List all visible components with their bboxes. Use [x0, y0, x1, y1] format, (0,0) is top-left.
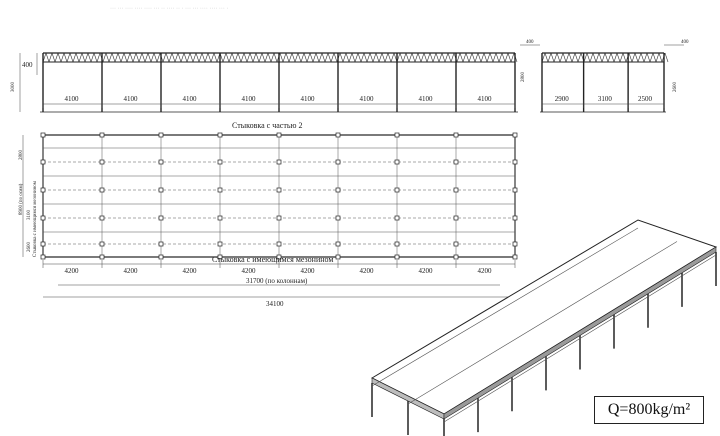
elevation-side-truss-member — [578, 53, 581, 62]
elevation-main-truss-member — [163, 53, 166, 62]
elevation-main-truss-member — [292, 53, 295, 62]
elevation-main-truss-member — [271, 53, 274, 62]
elevation-main-truss-member — [82, 53, 85, 62]
elevation-main-truss-member — [244, 53, 247, 62]
elevation-main-truss-member — [508, 53, 511, 62]
plan-column — [454, 242, 458, 246]
elevation-main-truss-member — [256, 53, 259, 62]
elevation-main-truss-member — [238, 53, 241, 62]
elevation-main-truss-member — [481, 53, 484, 62]
plan-bay-label: 4200 — [182, 267, 197, 275]
plan-column — [454, 188, 458, 192]
elevation-main-truss-member — [358, 53, 361, 62]
elevation-main-truss-member — [235, 53, 238, 62]
elevation-side — [520, 40, 689, 112]
elevation-main-truss-member — [469, 53, 472, 62]
plan-column — [395, 216, 399, 220]
elevation-side-truss-member — [602, 53, 605, 62]
elevation-main-truss-member — [328, 53, 331, 62]
elevation-main-bay-label: 4100 — [182, 95, 197, 103]
plan-column — [41, 255, 45, 259]
plan-column — [336, 255, 340, 259]
elevation-main-truss-member — [199, 53, 202, 62]
plan-column — [41, 160, 45, 164]
elevation-main-truss-member — [70, 53, 73, 62]
elevation-main-truss-member — [250, 53, 253, 62]
plan-column — [100, 242, 104, 246]
elevation-side-top-label-left: 400 — [526, 40, 534, 45]
plan-column — [159, 133, 163, 137]
plan-column — [159, 242, 163, 246]
elevation-main-truss-member — [115, 53, 118, 62]
plan-overall-total: 34100 — [266, 300, 284, 308]
elevation-main-truss-member — [472, 53, 475, 62]
elevation-main-truss-member — [316, 53, 319, 62]
elevation-main-truss-member — [253, 53, 256, 62]
elevation-main-truss-member — [106, 53, 109, 62]
elevation-main-truss-member — [187, 53, 190, 62]
elevation-side-truss-member — [593, 53, 596, 62]
elevation-main-truss-member — [73, 53, 76, 62]
elevation-side-truss-member — [590, 53, 593, 62]
elevation-main-bay-label: 4100 — [477, 95, 492, 103]
plan-left-side-label: Стыковка с имеющимся мезонином — [33, 181, 38, 257]
plan-bay-label: 4200 — [64, 267, 79, 275]
plan-column — [159, 255, 163, 259]
plan-view — [19, 121, 517, 308]
plan-column — [159, 160, 163, 164]
elevation-main-truss-member — [298, 53, 301, 62]
elevation-side-truss-member — [560, 53, 563, 62]
elevation-main-truss-member — [301, 53, 304, 62]
plan-column — [454, 133, 458, 137]
elevation-main-truss-member — [133, 53, 136, 62]
elevation-main-truss-member — [178, 53, 181, 62]
elevation-main-truss-member — [421, 53, 424, 62]
elevation-side-truss-member — [599, 53, 602, 62]
elevation-main-truss-member — [484, 53, 487, 62]
elevation-side-truss-member — [638, 53, 641, 62]
elevation-main-truss-member — [157, 53, 160, 62]
elevation-main-truss-member — [52, 53, 55, 62]
elevation-main-truss-member — [232, 53, 235, 62]
elevation-main-truss-member — [175, 53, 178, 62]
elevation-main-height-side: 3000 — [11, 82, 16, 92]
elevation-main-truss-member — [49, 53, 52, 62]
elevation-main-truss-member — [478, 53, 481, 62]
plan-column — [395, 188, 399, 192]
plan-row-label-3: 2600 — [27, 242, 32, 252]
elevation-main-truss-member — [493, 53, 496, 62]
elevation-side-truss-member — [632, 53, 635, 62]
elevation-main-truss-member — [313, 53, 316, 62]
elevation-main-truss-member — [280, 53, 283, 62]
elevation-main-truss-member — [190, 53, 193, 62]
plan-bay-label: 4200 — [241, 267, 256, 275]
elevation-main-truss-member — [322, 53, 325, 62]
elevation-main-truss-member — [268, 53, 271, 62]
elevation-main-bay-label: 4100 — [241, 95, 256, 103]
elevation-main-truss-member — [109, 53, 112, 62]
plan-column — [277, 242, 281, 246]
elevation-main-truss-member — [304, 53, 307, 62]
elevation-main-truss-member — [58, 53, 61, 62]
elevation-main-truss-member — [409, 53, 412, 62]
elevation-main-truss-member — [79, 53, 82, 62]
elevation-side-top-label: 400 — [681, 40, 689, 45]
plan-column — [41, 133, 45, 137]
plan-column — [513, 160, 517, 164]
elevation-main-truss-member — [247, 53, 250, 62]
elevation-main-truss-member — [451, 53, 454, 62]
elevation-main-height-right: 2800 — [521, 72, 526, 82]
elevation-main-truss-member — [346, 53, 349, 62]
plan-column — [513, 188, 517, 192]
elevation-main-truss-member — [262, 53, 265, 62]
elevation-side-truss-member — [584, 53, 587, 62]
plan-column — [100, 133, 104, 137]
elevation-main-truss-member — [340, 53, 343, 62]
elevation-main-truss-member — [151, 53, 154, 62]
elevation-main-truss-member — [208, 53, 211, 62]
elevation-main-truss-member — [430, 53, 433, 62]
elevation-side-truss-member — [605, 53, 608, 62]
plan-row-label-2: 3100 — [27, 210, 32, 220]
elevation-side-truss-member — [554, 53, 557, 62]
elevation-main-truss-member — [136, 53, 139, 62]
elevation-main-truss-member — [241, 53, 244, 62]
elevation-side-truss-member — [653, 53, 656, 62]
elevation-main-truss-member — [376, 53, 379, 62]
elevation-side-truss-member — [569, 53, 572, 62]
elevation-main-truss-member — [460, 53, 463, 62]
plan-column — [100, 160, 104, 164]
elevation-main-bay-label: 4100 — [123, 95, 138, 103]
elevation-main-truss-member — [505, 53, 508, 62]
plan-column — [41, 216, 45, 220]
elevation-side-truss-member — [596, 53, 599, 62]
elevation-main-bay-label: 4100 — [418, 95, 433, 103]
elevation-main-truss-member — [364, 53, 367, 62]
elevation-side-truss-member — [659, 53, 662, 62]
elevation-side-truss-member — [620, 53, 623, 62]
plan-column — [336, 188, 340, 192]
plan-overall-axis: 31700 (по колоннам) — [246, 277, 308, 285]
plan-row-label-1: 8900 (по осям) — [19, 183, 24, 215]
elevation-main-truss-member — [46, 53, 49, 62]
plan-title-top: Стыковка с частью 2 — [232, 121, 303, 130]
elevation-main-truss-member — [448, 53, 451, 62]
plan-column — [159, 216, 163, 220]
elevation-main-truss-member — [367, 53, 370, 62]
elevation-main-truss-member — [130, 53, 133, 62]
elevation-side-truss-member — [611, 53, 614, 62]
elevation-main-truss-member — [370, 53, 373, 62]
elevation-main-truss-member — [139, 53, 142, 62]
plan-column — [218, 133, 222, 137]
elevation-main-truss-member — [202, 53, 205, 62]
elevation-side-bay-label: 3100 — [597, 95, 612, 103]
plan-row-label-0: 2800 — [19, 150, 24, 160]
elevation-main-truss-member — [463, 53, 466, 62]
elevation-side-truss-member — [572, 53, 575, 62]
elevation-main-truss-member — [196, 53, 199, 62]
elevation-side-truss-member — [608, 53, 611, 62]
plan-column — [277, 133, 281, 137]
elevation-main-truss-member — [259, 53, 262, 62]
elevation-main-truss-member — [511, 53, 514, 62]
header-text: ··· ··· ···· ···· ···· ··· ·· ···· ·· · ··· ··· ···· ···· ··· · — [110, 6, 229, 12]
elevation-main-truss-member — [124, 53, 127, 62]
elevation-side-truss-member — [614, 53, 617, 62]
elevation-main-truss-member — [67, 53, 70, 62]
elevation-side-truss-member — [545, 53, 548, 62]
plan-column — [218, 242, 222, 246]
elevation-main-truss-member — [319, 53, 322, 62]
elevation-main-truss-member — [88, 53, 91, 62]
plan-title-bottom: Стыковка с имеющимся мезонином — [212, 255, 334, 264]
plan-bay-label: 4200 — [359, 267, 374, 275]
elevation-side-truss-member — [617, 53, 620, 62]
plan-bay-label: 4200 — [418, 267, 433, 275]
plan-column — [336, 242, 340, 246]
elevation-side-truss-member — [644, 53, 647, 62]
elevation-main-truss-member — [436, 53, 439, 62]
elevation-main-truss-member — [400, 53, 403, 62]
elevation-main-truss-member — [142, 53, 145, 62]
elevation-side-truss-member — [650, 53, 653, 62]
elevation-side-truss-member — [623, 53, 626, 62]
elevation-main-truss-member — [445, 53, 448, 62]
plan-column — [159, 188, 163, 192]
elevation-side-truss-member — [587, 53, 590, 62]
elevation-main-truss-member — [112, 53, 115, 62]
elevation-side-truss-member — [665, 53, 668, 62]
plan-column — [100, 255, 104, 259]
plan-bay-label: 4200 — [300, 267, 315, 275]
elevation-main-truss-member — [334, 53, 337, 62]
elevation-main-truss-member — [331, 53, 334, 62]
elevation-main-truss-member — [148, 53, 151, 62]
elevation-main-truss-member — [94, 53, 97, 62]
plan-column — [395, 242, 399, 246]
elevation-main-truss-member — [373, 53, 376, 62]
elevation-main-truss-member — [103, 53, 106, 62]
isometric-beam — [408, 242, 677, 405]
elevation-main-truss-member — [64, 53, 67, 62]
elevation-main-truss-member — [379, 53, 382, 62]
elevation-main-truss-member — [91, 53, 94, 62]
plan-column — [513, 242, 517, 246]
elevation-main-truss-member — [223, 53, 226, 62]
elevation-main-truss-member — [97, 53, 100, 62]
elevation-side-truss-member — [656, 53, 659, 62]
plan-column — [277, 216, 281, 220]
plan-column — [100, 188, 104, 192]
elevation-main-truss-member — [283, 53, 286, 62]
elevation-main-truss-member — [310, 53, 313, 62]
elevation-side-truss-member — [557, 53, 560, 62]
elevation-main-truss-member — [55, 53, 58, 62]
plan-column — [218, 216, 222, 220]
plan-column — [395, 255, 399, 259]
plan-column — [513, 216, 517, 220]
elevation-main-truss-member — [274, 53, 277, 62]
elevation-side-truss-member — [548, 53, 551, 62]
elevation-main-truss-member — [169, 53, 172, 62]
elevation-main-truss-member — [166, 53, 169, 62]
plan-column — [513, 133, 517, 137]
elevation-main-truss-member — [499, 53, 502, 62]
elevation-main-truss-member — [433, 53, 436, 62]
plan-bay-label: 4200 — [477, 267, 492, 275]
elevation-side-truss-member — [551, 53, 554, 62]
plan-column — [41, 242, 45, 246]
elevation-main-truss-member — [205, 53, 208, 62]
plan-column — [395, 133, 399, 137]
elevation-main-truss-member — [466, 53, 469, 62]
elevation-main-truss-member — [193, 53, 196, 62]
elevation-main-truss-member — [226, 53, 229, 62]
elevation-main-height-top: 400 — [22, 61, 33, 69]
elevation-main-truss-member — [403, 53, 406, 62]
elevation-main-truss-member — [412, 53, 415, 62]
plan-bay-label: 4200 — [123, 267, 138, 275]
elevation-main-truss-member — [355, 53, 358, 62]
elevation-main-truss-member — [61, 53, 64, 62]
elevation-main-truss-member — [289, 53, 292, 62]
elevation-side-truss-member — [647, 53, 650, 62]
elevation-main-truss-member — [211, 53, 214, 62]
elevation-main-truss-member — [154, 53, 157, 62]
elevation-side-bay-label: 2900 — [554, 95, 569, 103]
elevation-main-truss-member — [265, 53, 268, 62]
elevation-side-truss-member — [575, 53, 578, 62]
elevation-main-truss-member — [286, 53, 289, 62]
plan-column — [41, 188, 45, 192]
elevation-side-height: 2600 — [673, 82, 678, 92]
elevation-main-bay-label: 4100 — [300, 95, 315, 103]
elevation-side-truss-member — [629, 53, 632, 62]
elevation-main-truss-member — [325, 53, 328, 62]
elevation-main-truss-member — [415, 53, 418, 62]
elevation-main-bay-label: 4100 — [359, 95, 374, 103]
elevation-main-truss-member — [145, 53, 148, 62]
elevation-side-truss-member — [563, 53, 566, 62]
elevation-main — [11, 53, 526, 112]
elevation-main-truss-member — [172, 53, 175, 62]
plan-column — [454, 160, 458, 164]
plan-column — [454, 255, 458, 259]
elevation-main-truss-member — [184, 53, 187, 62]
elevation-main-truss-member — [85, 53, 88, 62]
elevation-main-truss-member — [76, 53, 79, 62]
elevation-main-truss-member — [352, 53, 355, 62]
elevation-main-truss-member — [427, 53, 430, 62]
elevation-main-truss-member — [418, 53, 421, 62]
elevation-side-truss-member — [566, 53, 569, 62]
elevation-main-truss-member — [121, 53, 124, 62]
elevation-side-truss-member — [641, 53, 644, 62]
elevation-main-truss-member — [385, 53, 388, 62]
elevation-side-truss-member — [635, 53, 638, 62]
elevation-main-truss-member — [496, 53, 499, 62]
elevation-main-truss-member — [502, 53, 505, 62]
elevation-main-truss-member — [439, 53, 442, 62]
plan-column — [513, 255, 517, 259]
plan-column — [218, 188, 222, 192]
elevation-main-truss-member — [487, 53, 490, 62]
elevation-main-truss-member — [406, 53, 409, 62]
elevation-main-truss-member — [457, 53, 460, 62]
plan-column — [336, 160, 340, 164]
plan-column — [336, 133, 340, 137]
plan-column — [100, 216, 104, 220]
elevation-main-truss-member — [349, 53, 352, 62]
plan-column — [454, 216, 458, 220]
plan-column — [277, 188, 281, 192]
elevation-main-truss-member — [442, 53, 445, 62]
load-label: Q=800kg/m² — [594, 396, 704, 424]
elevation-main-truss-member — [475, 53, 478, 62]
elevation-main-truss-member — [382, 53, 385, 62]
elevation-main-truss-member — [229, 53, 232, 62]
elevation-main-truss-member — [127, 53, 130, 62]
elevation-main-truss-member — [490, 53, 493, 62]
elevation-main-truss-member — [391, 53, 394, 62]
plan-column — [336, 216, 340, 220]
plan-column — [277, 160, 281, 164]
elevation-main-truss-member — [307, 53, 310, 62]
elevation-main-truss-member — [214, 53, 217, 62]
plan-column — [218, 160, 222, 164]
elevation-main-bay-label: 4100 — [64, 95, 79, 103]
elevation-main-truss-member — [118, 53, 121, 62]
elevation-side-bay-label: 2500 — [638, 95, 653, 103]
elevation-main-truss-member — [388, 53, 391, 62]
elevation-main-truss-member — [424, 53, 427, 62]
elevation-main-truss-member — [361, 53, 364, 62]
elevation-main-truss-member — [295, 53, 298, 62]
elevation-main-truss-member — [343, 53, 346, 62]
elevation-main-truss-member — [181, 53, 184, 62]
plan-column — [395, 160, 399, 164]
